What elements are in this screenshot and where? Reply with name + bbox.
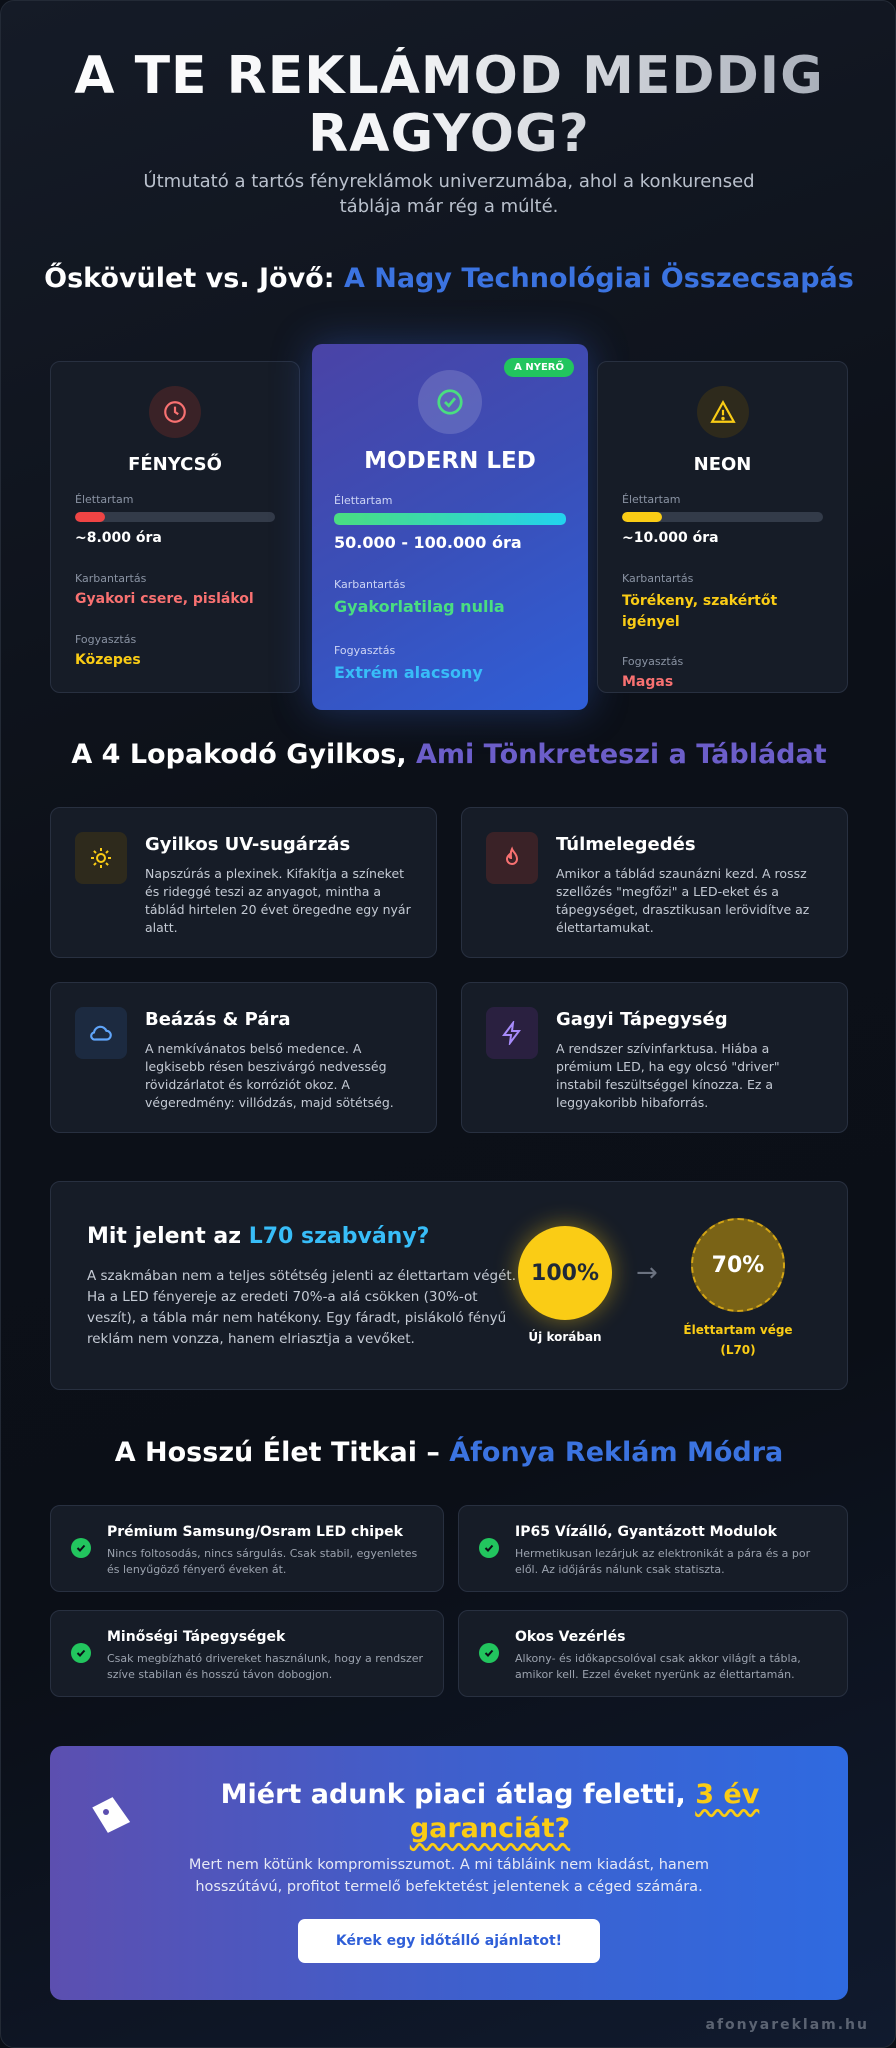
maintenance-value: Gyakori csere, pislákol bbox=[75, 591, 254, 607]
killer-title: Gyilkos UV-sugárzás bbox=[145, 834, 351, 855]
hero-title: A TE REKLÁMOD MEDDIG RAGYOG? bbox=[1, 47, 896, 163]
secret-card-ip65 bbox=[458, 1505, 848, 1592]
check-icon bbox=[479, 1643, 499, 1663]
killers-title-main: A 4 Lopakodó Gyilkos, bbox=[71, 739, 416, 770]
tech-name: FÉNYCSŐ bbox=[128, 454, 222, 475]
killers-section-title bbox=[41, 739, 857, 771]
new-brightness-label: Új korában bbox=[528, 1330, 602, 1344]
secret-card-power-supply bbox=[50, 1610, 444, 1697]
l70-text: A szakmában nem a teljes sötétség jelenti az élettartam végét. Ha a LED fényereje az eredeti 70%-a alá csökken (30%-ot veszít), a tábla már nem hatékony. Egy fáradt, pislákoló fényű reklám nem vonzza, hanem elriasztja a vevőket. bbox=[87, 1268, 517, 1347]
secret-title: Prémium Samsung/Osram LED chipek bbox=[107, 1524, 403, 1540]
secret-title: IP65 Vízálló, Gyantázott Modulok bbox=[515, 1524, 777, 1540]
check-icon bbox=[71, 1643, 91, 1663]
killer-card-overheat bbox=[461, 807, 848, 958]
warning-icon bbox=[697, 386, 749, 438]
tech-card-modern-led bbox=[312, 344, 588, 710]
cloud-icon bbox=[75, 1007, 127, 1059]
check-circle-icon bbox=[418, 370, 482, 434]
lifetime-value: 50.000 - 100.000 óra bbox=[334, 533, 522, 552]
secret-text: Csak megbízható drivereket használunk, hogy a rendszer szíve stabilan és hosszú távon dobogjon. bbox=[107, 1652, 424, 1681]
killer-card-power-supply bbox=[461, 982, 848, 1133]
killer-text: A nemkívánatos belső medence. A legkisebb résen beszivárgó nedvesség rövidzárlatot és korróziót okoz. A végeredmény: villódzás, majd sötétség. bbox=[145, 1041, 394, 1110]
request-offer-button[interactable]: Kérek egy időtálló ajánlatot! bbox=[298, 1919, 600, 1963]
lifetime-bar bbox=[622, 512, 823, 522]
new-brightness-circle: 100% bbox=[518, 1226, 612, 1320]
killer-title: Túlmelegedés bbox=[556, 834, 696, 855]
end-brightness-circle: 70% bbox=[691, 1218, 785, 1312]
footer-domain: afonyareklam.hu bbox=[705, 2017, 869, 2033]
consumption-label: Fogyasztás bbox=[334, 644, 396, 657]
hero-subtitle: Útmutató a tartós fényreklámok univerzumába, ahol a konkurensed táblája már rég a múlté. bbox=[143, 171, 755, 217]
cta-panel bbox=[50, 1746, 848, 2000]
clock-icon bbox=[149, 386, 201, 438]
secret-title: Minőségi Tápegységek bbox=[107, 1629, 286, 1645]
cta-title-main: Miért adunk piaci átlag feletti, bbox=[220, 1779, 696, 1810]
secret-text: Alkony- és időkapcsolóval csak akkor világít a tábla, amikor kell. Ezzel éveket nyerünk az élettartamán. bbox=[515, 1652, 801, 1681]
end-brightness-label: Élettartam vége (L70) bbox=[683, 1323, 793, 1357]
shield-badge-icon bbox=[86, 1790, 134, 1842]
cta-text: Mert nem kötünk kompromisszumot. A mi tábláink nem kiadást, hanem hosszútávú, profitot termelő befektetést jelentenek a céged számára. bbox=[188, 1857, 710, 1895]
secrets-title-accent: Áfonya Reklám Módra bbox=[449, 1437, 784, 1468]
tech-title-main: Őskövület vs. Jövő: bbox=[44, 263, 344, 294]
killer-text: Amikor a táblád szaunázni kezd. A rossz szellőzés "megfőzi" a LED-eket és a tápegységet, drasztikusan lerövidítve az élettartamukat. bbox=[556, 866, 810, 935]
cta-title-end: garanciát? bbox=[409, 1813, 571, 1844]
lifetime-bar-fill bbox=[75, 512, 105, 522]
l70-panel bbox=[50, 1181, 848, 1390]
cta-title bbox=[200, 1778, 780, 1846]
tech-name: NEON bbox=[693, 454, 752, 475]
tech-name: MODERN LED bbox=[364, 448, 536, 474]
cta-title-accent: 3 év bbox=[695, 1779, 760, 1810]
lifetime-label: Élettartam bbox=[622, 493, 681, 506]
maintenance-label: Karbantartás bbox=[622, 572, 694, 585]
lifetime-label: Élettartam bbox=[75, 493, 134, 506]
l70-title bbox=[87, 1224, 429, 1249]
consumption-value: Extrém alacsony bbox=[334, 663, 483, 682]
lifetime-bar bbox=[75, 512, 275, 522]
consumption-label: Fogyasztás bbox=[622, 655, 684, 668]
check-icon bbox=[71, 1538, 91, 1558]
consumption-value: Magas bbox=[622, 674, 674, 690]
killer-card-uv bbox=[50, 807, 437, 958]
consumption-label: Fogyasztás bbox=[75, 633, 137, 646]
check-icon bbox=[479, 1538, 499, 1558]
maintenance-label: Karbantartás bbox=[75, 572, 147, 585]
killer-card-moisture bbox=[50, 982, 437, 1133]
maintenance-value: Törékeny, szakértőt igényel bbox=[622, 593, 778, 630]
secrets-section-title bbox=[41, 1437, 857, 1469]
secret-text: Hermetikusan lezárjuk az elektronikát a pára és a por elől. Az időjárás nálunk csak statiszta. bbox=[515, 1547, 811, 1576]
consumption-value: Közepes bbox=[75, 652, 141, 668]
arrow-right-icon: → bbox=[636, 1258, 658, 1288]
l70-title-accent: L70 szabvány? bbox=[248, 1224, 430, 1249]
lifetime-bar bbox=[334, 513, 566, 525]
secret-text: Nincs foltosodás, nincs sárgulás. Csak stabil, egyenletes és lenyűgöző fényerő éveken át. bbox=[107, 1547, 418, 1576]
killers-title-accent: Ami Tönkreteszi a Tábládat bbox=[416, 739, 827, 770]
lifetime-bar-fill bbox=[622, 512, 662, 522]
secret-card-led-chips bbox=[50, 1505, 444, 1592]
secret-title: Okos Vezérlés bbox=[515, 1629, 626, 1645]
tech-title-accent: A Nagy Technológiai Összecsapás bbox=[343, 263, 854, 294]
tech-card-neon bbox=[597, 361, 848, 693]
sun-icon bbox=[75, 832, 127, 884]
flame-icon bbox=[486, 832, 538, 884]
lifetime-label: Élettartam bbox=[334, 494, 393, 507]
secrets-title-main: A Hosszú Élet Titkai – bbox=[114, 1437, 450, 1468]
tech-card-fenycso bbox=[50, 361, 300, 693]
killer-title: Beázás & Pára bbox=[145, 1009, 291, 1030]
l70-title-main: Mit jelent az bbox=[87, 1224, 249, 1249]
killer-text: Napszúrás a plexinek. Kifakítja a színeket és rideggé teszi az anyagot, mintha a táblád hirtelen 20 évet öregedne egy nyár alatt. bbox=[145, 866, 411, 935]
tech-section-title bbox=[41, 263, 857, 295]
killer-title: Gagyi Tápegység bbox=[556, 1009, 728, 1030]
winner-badge: A NYERŐ bbox=[504, 358, 574, 377]
lightning-icon bbox=[486, 1007, 538, 1059]
maintenance-value: Gyakorlatilag nulla bbox=[334, 597, 505, 616]
secret-card-smart-control bbox=[458, 1610, 848, 1697]
killer-text: A rendszer szívinfarktusa. Hiába a prémium LED, ha egy olcsó "driver" instabil feszültséggel kínozza. Ez a leggyakoribb hibaforrás. bbox=[556, 1041, 780, 1110]
maintenance-label: Karbantartás bbox=[334, 578, 406, 591]
lifetime-bar-fill bbox=[334, 513, 566, 525]
lifetime-value: ~8.000 óra bbox=[75, 530, 162, 546]
lifetime-value: ~10.000 óra bbox=[622, 530, 719, 546]
